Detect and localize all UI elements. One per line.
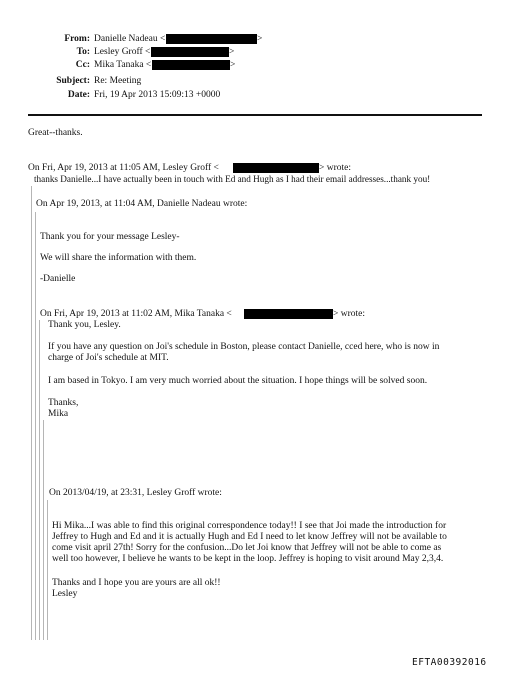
date-value: Fri, 19 Apr 2013 15:09:13 +0000 [94,90,221,100]
quote3-signature1: Thanks, [48,398,79,408]
cc-value: Mika Tanaka < [94,60,152,70]
quote2-signature: -Danielle [40,274,76,284]
quote4-attribution: On 2013/04/19, at 23:31, Lesley Groff wrote: [49,488,222,498]
quote4-line3: come visit april 27th! Sorry for the confusion...Do let Joi know that Jeffrey will not be able to come as [52,543,442,553]
to-label: To: [76,47,90,57]
quote-bar [31,186,32,640]
to-value: Lesley Groff < [94,47,151,57]
from-value: Danielle Nadeau < [94,34,166,44]
quote-bar [35,212,36,640]
quote2-para1: Thank you for your message Lesley- [40,232,180,242]
quote4-line1: Hi Mika...I was able to find this original correspondence today!! I see that Joi made the introduction for [52,521,447,531]
quote3-para1: Thank you, Lesley. [48,320,121,330]
quote3-para2-line2: charge of Joi's schedule at MIT. [48,353,169,363]
reply-text: Great--thanks. [28,128,83,138]
quote1-attribution: On Fri, Apr 19, 2013 at 11:05 AM, Lesley Groff < [28,163,219,173]
quote4-para2: Thanks and I hope you are yours are all ok!! [52,578,221,588]
subject-label: Subject: [56,76,90,86]
quote1-text: thanks Danielle...I have actually been in touch with Ed and Hugh as I had their email addresses...thank you! [34,174,431,184]
quote-bar [39,320,40,640]
quote3-signature2: Mika [48,409,69,419]
quote3-attribution: On Fri, Apr 19, 2013 at 11:02 AM, Mika Tanaka < [40,309,232,319]
quote3-attribution-end: > wrote: [333,309,366,319]
quote-bar [47,500,48,640]
quote1-attribution-end: > wrote: [319,163,352,173]
redaction-bar [151,47,229,57]
to-end: > [229,47,235,57]
header-separator [28,114,482,116]
quote4-line2: Jeffrey to Hugh and Ed and it is actually Hugh and Ed I need to let know Jeffrey will not be available to [52,532,447,542]
redaction-bar [244,309,333,319]
from-end: > [257,34,263,44]
quote3-para3: I am based in Tokyo. I am very much worried about the situation. I hope things will be solved soon. [48,376,428,386]
redaction-bar [233,163,319,173]
quote4-signature: Lesley [52,589,78,599]
quote2-para2: We will share the information with them. [40,253,197,263]
document-id: EFTA00392016 [412,657,487,668]
redaction-bar [152,60,230,70]
redaction-bar [166,34,257,44]
quote-bar [43,420,44,640]
quote3-para2-line1: If you have any question on Joi's schedule in Boston, please contact Danielle, cced here, who is now in [48,342,440,352]
date-label: Date: [67,90,90,100]
cc-end: > [230,60,236,70]
from-label: From: [64,34,90,44]
quote4-line4: well too however, I believe he wants to be kept in the loop. Jeffrey is hoping to visit around May 2,3,4. [52,554,444,564]
quote2-attribution: On Apr 19, 2013, at 11:04 AM, Danielle Nadeau wrote: [36,199,248,209]
subject-value: Re: Meeting [94,76,142,86]
cc-label: Cc: [75,60,90,70]
